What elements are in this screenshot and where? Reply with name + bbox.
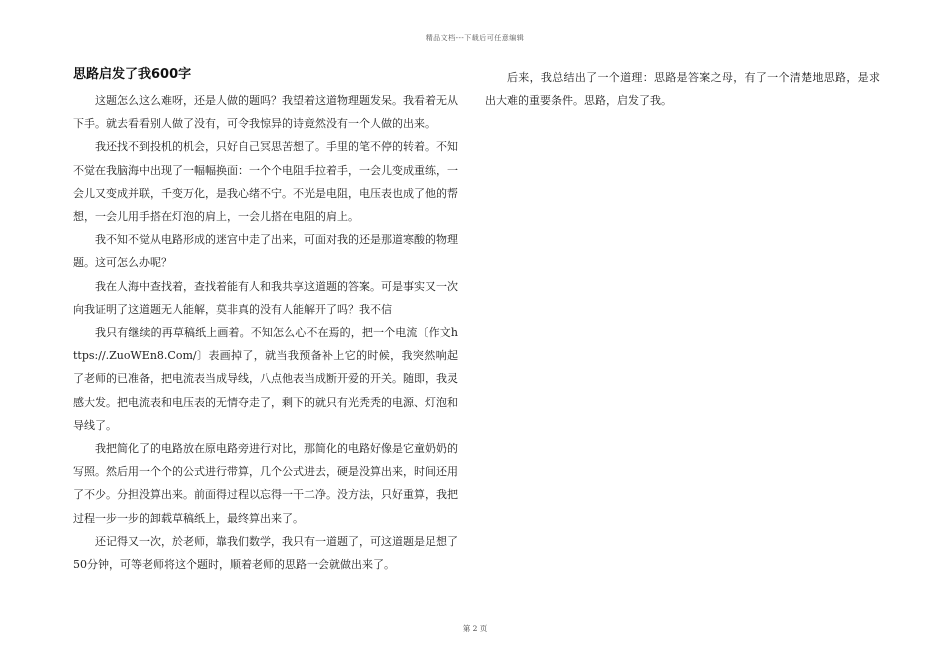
page-header: 精品文档---下载后可任意编辑 [425, 34, 525, 42]
paragraph: 还记得又一次，於老师，靠我们数学，我只有一道题了，可这道题是足想了50分钟，可等老师将这个题时，顺着老师的思路一会就做出来了。 [73, 534, 458, 572]
paragraph: 我还找不到投机的机会，只好自己冥思苦想了。手里的笔不停的转着。不知不觉在我脑海中出现了一幅幅换面：一个个电阻手拉着手，一会儿变成重练，一会儿又变成并联，千变万化，是我心绪不宁。不光是电阻，电压表也成了他的帮想，一会儿用手搭在灯泡的肩上，一会儿搭在电阻的肩上。 [73, 140, 458, 224]
paragraph: 我不知不觉从电路形成的迷宫中走了出来，可面对我的还是那道寒酸的物理题。这可怎么办呢？ [73, 233, 458, 270]
paragraph: 我把简化了的电路放在原电路旁进行对比，那简化的电路好像是它童奶奶的写照。然后用一个个的公式进行带算，几个公式进去，硬是没算出来，时间还用了不少。分担没算出来。前面得过程以忘得一干二净。没方法，只好重算，我把过程一步一步的卸载草稿纸上，最终算出来了。 [73, 442, 458, 525]
article-title: 思路启发了我600字 [73, 67, 192, 82]
right-column [485, 66, 880, 112]
paragraph: 我只有继续的再草稿纸上画着。不知怎么心不在焉的，把一个电流〔作文https://.ZuoWEn8.Com/〕表画掉了，就当我预备补上它的时候，我突然响起了老师的已准备，把电流表当成导线，八点他表当成断开爱的开关。随即，我灵感大发。把电流表和电压表的无情夺走了，剩下的就只有光秃秃的电源、灯泡和导线了。 [73, 326, 458, 432]
paragraph: 后来，我总结出了一个道理：思路是答案之母，有了一个清楚地思路，是求出大难的重要条件。思路，启发了我。 [485, 71, 880, 108]
paragraph: 我在人海中查找着，查找着能有人和我共享这道题的答案。可是事实又一次向我证明了这道题无人能解，莫非真的没有人能解开了吗？我不信 [73, 279, 458, 316]
page-number: 第 2 页 [462, 624, 488, 633]
left-column [73, 66, 458, 576]
paragraph: 这题怎么这么难呀，还是人做的题吗？我望着这道物理题发呆。我看着无从下手。就去看看别人做了没有，可令我惊异的诗竟然没有一个人做的出来。 [73, 94, 458, 131]
